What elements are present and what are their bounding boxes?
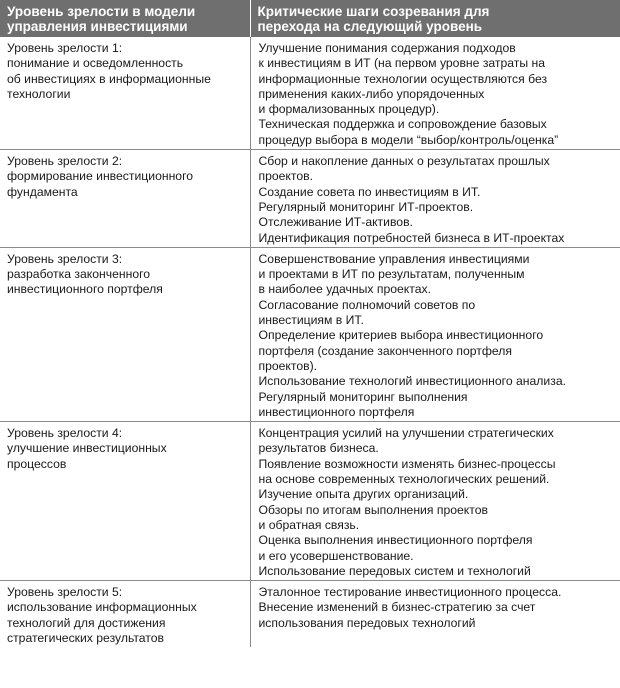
critical-steps-cell <box>250 581 620 648</box>
table-row <box>0 581 620 648</box>
step-text-line: к инвестициям в ИТ (на первом уровне затраты на <box>258 56 546 71</box>
table-header <box>0 0 620 37</box>
step-text-line: Использование передовых систем и технологий <box>258 563 531 578</box>
level-text-line: Уровень зрелости 1: <box>7 41 123 55</box>
step-text-line: применения каких-либо упорядоченных <box>258 86 485 101</box>
step-text-line: Создание совета по инвестициям в ИТ. <box>258 184 481 199</box>
step-text-line: Согласование полномочий советов по <box>258 297 476 312</box>
step-text-line: Оценка выполнения инвестиционного портфеля <box>258 533 533 548</box>
level-text-line: использование информационных <box>7 600 197 615</box>
step-text-line: портфеля (создание законченного портфеля <box>258 343 512 358</box>
step-text-line: инвестициям в ИТ. <box>258 313 364 328</box>
maturity-level-cell <box>0 150 250 248</box>
step-text-line: и формализованных процедур). <box>258 102 440 117</box>
level-text-line: технологии <box>7 86 71 101</box>
header-line: управления инвестициями <box>7 19 188 34</box>
step-text-line: Определение критериев выбора инвестиционного <box>258 328 544 343</box>
step-text-line: инвестиционного портфеля <box>258 404 415 419</box>
level-text-line: стратегических результатов <box>7 630 165 645</box>
step-text-line: Внесение изменений в бизнес-стратегию за счет <box>258 600 536 615</box>
step-text-line: Концентрация усилий на улучшении стратегических <box>258 426 554 441</box>
step-text-line: проектов). <box>258 358 318 373</box>
step-text-line: Регулярный мониторинг ИТ-проектов. <box>258 199 474 214</box>
header-line: Критические шаги созревания для <box>257 4 490 19</box>
level-text-line: технологий для достижения <box>7 615 166 630</box>
critical-steps-cell <box>250 422 620 581</box>
step-text-line: в наиболее удачных проектах. <box>258 282 431 297</box>
step-text-line: и обратная связь. <box>258 517 360 532</box>
header-steps-column <box>250 0 620 37</box>
step-text-line: результатов бизнеса. <box>258 441 379 456</box>
step-text-line: Улучшение понимания содержания подходов <box>258 41 516 55</box>
step-text-line: проектов. <box>258 169 313 184</box>
level-text-line: разработка законченного <box>7 267 151 282</box>
maturity-level-cell <box>0 247 250 421</box>
level-text-line: инвестиционного портфеля <box>7 282 163 297</box>
level-text-line: улучшение инвестиционных <box>7 441 167 456</box>
critical-steps-cell <box>250 150 620 248</box>
step-text-line: Обзоры по итогам выполнения проектов <box>258 502 488 517</box>
step-text-line: и проектами в ИТ по результатам, полученным <box>258 267 525 282</box>
step-text-line: Идентификация потребностей бизнеса в ИТ-проектах <box>258 230 565 245</box>
step-text-line: процедур выбора в модели “выбор/контроль/оценка” <box>258 132 559 147</box>
step-text-line: Совершенствование управления инвестициями <box>258 251 530 266</box>
step-text-line: Сбор и накопление данных о результатах прошлых <box>258 154 550 169</box>
step-text-line: Эталонное тестирование инвестиционного процесса. <box>258 585 562 600</box>
table-row <box>0 247 620 421</box>
table-body <box>0 37 620 647</box>
step-text-line: Регулярный мониторинг выполнения <box>258 389 468 404</box>
level-text-line: Уровень зрелости 3: <box>7 251 123 266</box>
level-text-line: процессов <box>7 456 67 471</box>
level-text-line: Уровень зрелости 4: <box>7 426 123 441</box>
maturity-level-cell <box>0 422 250 581</box>
level-text-line: Уровень зрелости 2: <box>7 154 123 169</box>
step-text-line: использования передовых технологий <box>258 615 476 630</box>
header-level-column <box>0 0 250 37</box>
critical-steps-cell <box>250 37 620 150</box>
step-text-line: Использование технологий инвестиционного анализа. <box>258 374 566 389</box>
level-text-line: об инвестициях в информационные <box>7 71 211 86</box>
step-text-line: информационные технологии осуществляются без <box>258 71 548 86</box>
critical-steps-cell <box>250 247 620 421</box>
maturity-level-cell <box>0 37 250 150</box>
maturity-level-cell <box>0 581 250 648</box>
table-row <box>0 422 620 581</box>
level-text-line: фундамента <box>7 184 78 199</box>
table-row <box>0 150 620 248</box>
step-text-line: на основе современных технологических решений. <box>258 472 550 487</box>
table-row <box>0 37 620 150</box>
level-text-line: формирование инвестиционного <box>7 169 194 184</box>
header-line: перехода на следующий уровень <box>257 19 483 34</box>
step-text-line: Техническая поддержка и сопровождение базовых <box>258 117 547 132</box>
step-text-line: Изучение опыта других организаций. <box>258 487 469 502</box>
step-text-line: Отслеживание ИТ-активов. <box>258 215 413 230</box>
step-text-line: и его усовершенствование. <box>258 548 414 563</box>
level-text-line: Уровень зрелости 5: <box>7 585 123 600</box>
level-text-line: понимание и осведомленность <box>7 56 184 71</box>
header-line: Уровень зрелости в модели <box>7 4 196 19</box>
header-row <box>0 0 620 37</box>
step-text-line: Появление возможности изменять бизнес-процессы <box>258 456 556 471</box>
